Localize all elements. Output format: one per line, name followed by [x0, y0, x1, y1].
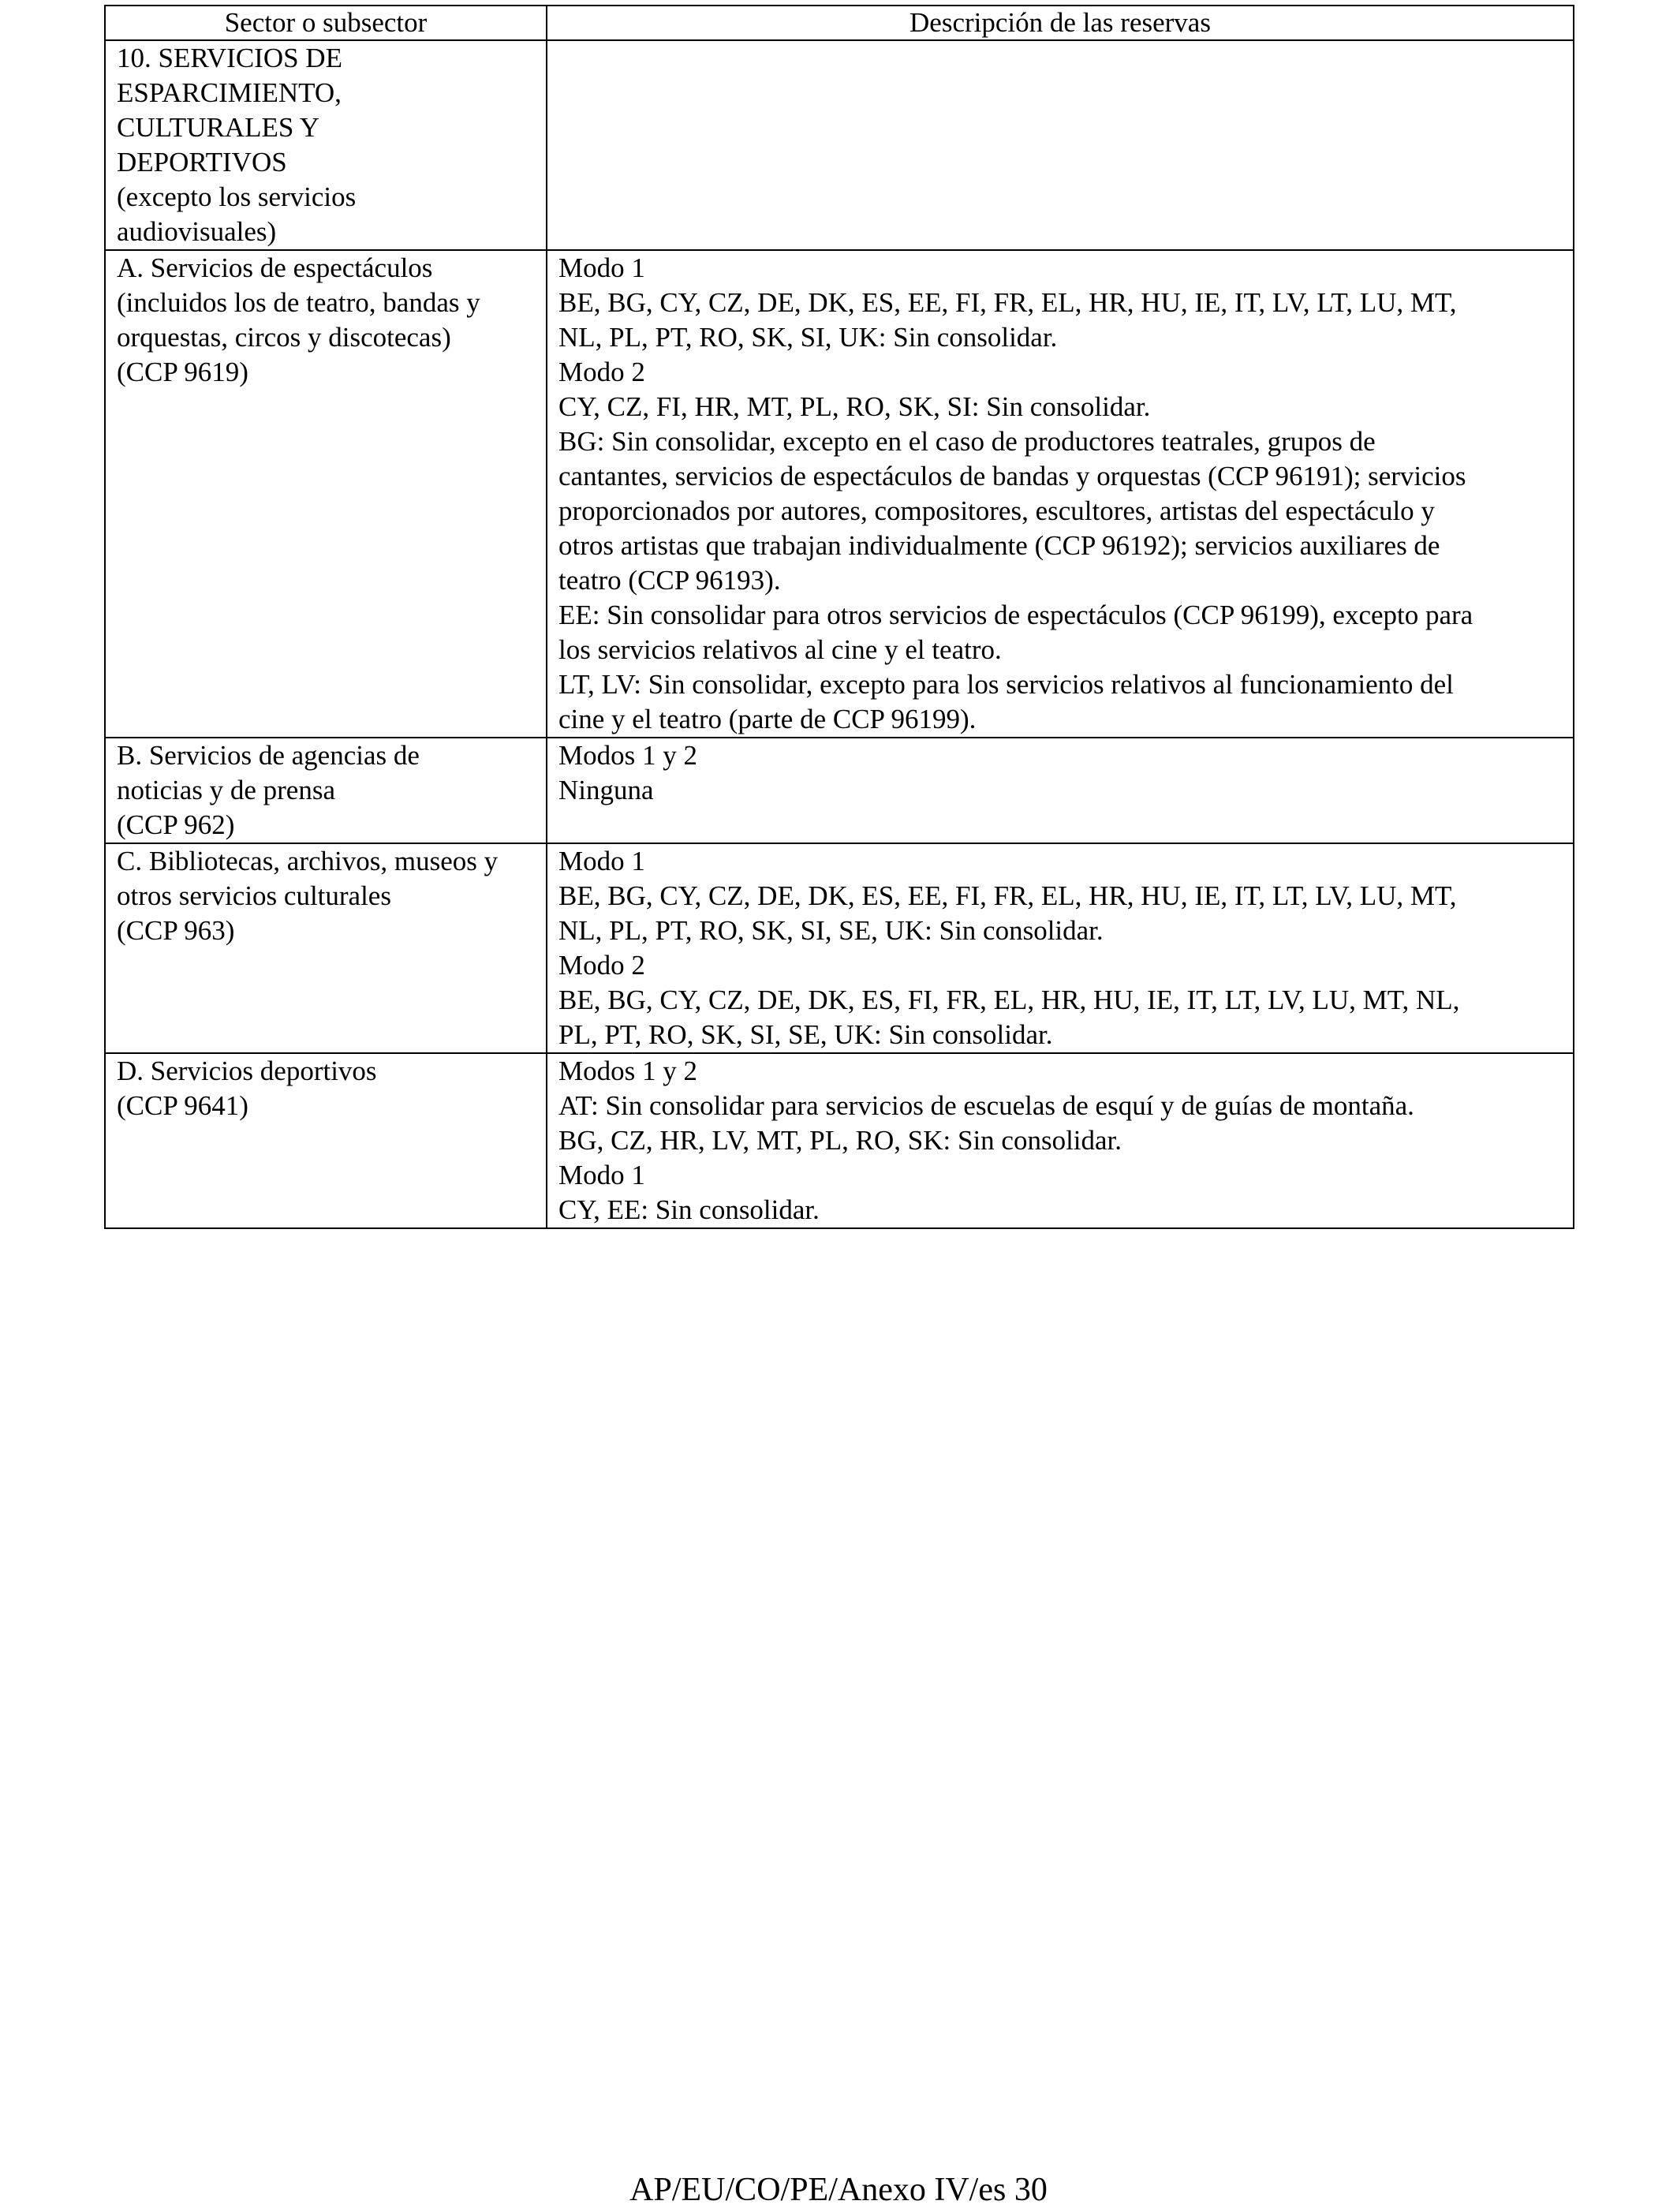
description-line: proporcionados por autores, compositores, escultores, artistas del espectáculo y [558, 495, 1435, 526]
description-line: otros artistas que trabajan individualmente (CCP 96192); servicios auxiliares de [558, 530, 1440, 561]
description-line: BG, CZ, HR, LV, MT, PL, RO, SK: Sin consolidar. [558, 1125, 1122, 1156]
sector-cell [105, 250, 547, 738]
sector-cell [105, 843, 547, 1053]
sector-line: (excepto los servicios [117, 181, 357, 212]
description-line: AT: Sin consolidar para servicios de escuelas de esquí y de guías de montaña. [558, 1090, 1414, 1121]
table-row [105, 250, 1574, 738]
description-line: Modo 1 [558, 252, 645, 283]
description-line: Modos 1 y 2 [558, 740, 697, 771]
description-cell [547, 250, 1574, 738]
description-line: LT, LV: Sin consolidar, excepto para los servicios relativos al funcionamiento del [558, 669, 1454, 700]
description-line: PL, PT, RO, SK, SI, SE, UK: Sin consolidar. [558, 1019, 1053, 1050]
sector-line: A. Servicios de espectáculos [117, 252, 433, 283]
sector-line: noticias y de prensa [117, 775, 335, 805]
sector-line: (CCP 9619) [117, 357, 248, 387]
description-cell [547, 843, 1574, 1053]
sector-line: D. Servicios deportivos [117, 1056, 377, 1086]
description-line: BE, BG, CY, CZ, DE, DK, ES, EE, FI, FR, EL, HR, HU, IE, IT, LV, LT, LU, MT, [558, 287, 1457, 318]
description-line: cine y el teatro (parte de CCP 96199). [558, 704, 977, 734]
table-row [105, 1053, 1574, 1228]
sector-line: 10. SERVICIOS DE [117, 43, 342, 73]
description-line: NL, PL, PT, RO, SK, SI, UK: Sin consolidar. [558, 322, 1058, 353]
header-description: Descripción de las reservas [547, 6, 1574, 40]
description-line: NL, PL, PT, RO, SK, SI, SE, UK: Sin consolidar. [558, 915, 1104, 946]
sector-line: C. Bibliotecas, archivos, museos y [117, 846, 499, 876]
description-line: Modo 2 [558, 950, 645, 981]
sector-line: B. Servicios de agencias de [117, 740, 420, 771]
description-line: EE: Sin consolidar para otros servicios de espectáculos (CCP 96199), excepto para [558, 600, 1473, 630]
sector-line: orquestas, circos y discotecas) [117, 322, 451, 353]
sector-line: DEPORTIVOS [117, 147, 287, 177]
sector-line: (CCP 963) [117, 915, 235, 946]
reservations-table [104, 5, 1574, 1229]
sector-cell [105, 738, 547, 843]
sector-line: (CCP 962) [117, 809, 235, 840]
page-footer: AP/EU/CO/PE/Anexo IV/es 30 [629, 2172, 1048, 2208]
description-line: Ninguna [558, 775, 654, 805]
sector-line: (incluidos los de teatro, bandas y [117, 287, 480, 318]
table-row [105, 738, 1574, 843]
sector-line: otros servicios culturales [117, 880, 391, 911]
description-line: Modo 1 [558, 1160, 645, 1190]
sector-line: (CCP 9641) [117, 1090, 248, 1121]
header-sector: Sector o subsector [105, 6, 547, 40]
table-header-row [105, 6, 1574, 40]
description-line: Modo 2 [558, 357, 645, 387]
description-cell [547, 738, 1574, 843]
description-line: BE, BG, CY, CZ, DE, DK, ES, EE, FI, FR, EL, HR, HU, IE, IT, LT, LV, LU, MT, [558, 880, 1457, 911]
sector-line: ESPARCIMIENTO, [117, 77, 342, 108]
sector-line: audiovisuales) [117, 216, 277, 247]
description-line: BE, BG, CY, CZ, DE, DK, ES, FI, FR, EL, HR, HU, IE, IT, LT, LV, LU, MT, NL, [558, 985, 1460, 1015]
description-cell [547, 1053, 1574, 1228]
description-line: cantantes, servicios de espectáculos de bandas y orquestas (CCP 96191); servicios [558, 461, 1466, 491]
description-cell [547, 40, 1574, 250]
description-line: CY, EE: Sin consolidar. [558, 1194, 820, 1225]
sector-cell [105, 40, 547, 250]
table-row [105, 40, 1574, 250]
description-line: Modos 1 y 2 [558, 1056, 697, 1086]
description-line: CY, CZ, FI, HR, MT, PL, RO, SK, SI: Sin consolidar. [558, 391, 1151, 422]
sector-cell [105, 1053, 547, 1228]
description-line: BG: Sin consolidar, excepto en el caso de productores teatrales, grupos de [558, 426, 1376, 457]
table-row [105, 843, 1574, 1053]
sector-line: CULTURALES Y [117, 112, 320, 143]
description-line: teatro (CCP 96193). [558, 565, 781, 596]
description-line: los servicios relativos al cine y el teatro. [558, 634, 1002, 665]
description-line: Modo 1 [558, 846, 645, 876]
